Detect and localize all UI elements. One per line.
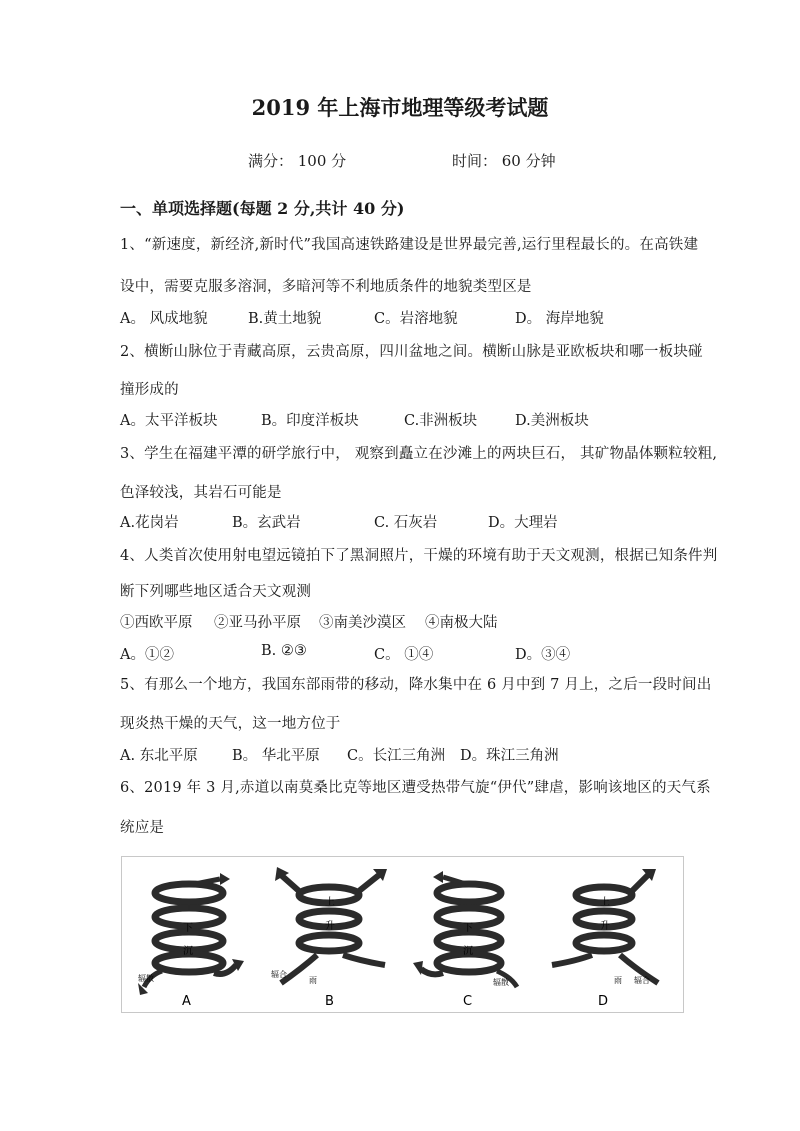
q5-option-c: C。长江三角洲 xyxy=(347,748,446,764)
q4-sub-3: ③南美沙漠区 xyxy=(319,615,406,631)
exam-time: 时间： 60 分钟 xyxy=(452,152,556,170)
section-heading: 一、单项选择题(每题 2 分,共计 40 分) xyxy=(120,199,405,218)
q3-option-b: B。玄武岩 xyxy=(232,515,301,531)
panel-a-word-1: 下 xyxy=(183,923,193,934)
q2-option-a: A。太平洋板块 xyxy=(120,413,218,429)
q2-option-b: B。印度洋板块 xyxy=(261,413,359,429)
q1-option-d: D。 海岸地貌 xyxy=(515,311,604,327)
q4-option-c: C。 ①④ xyxy=(374,647,434,663)
q4-sub-2: ②亚马孙平原 xyxy=(214,615,301,631)
cyclone-diagram-figure xyxy=(121,856,684,1013)
question-5-line-2: 现炎热干燥的天气，这一地方位于 xyxy=(120,716,341,732)
q4-option-d: D。③④ xyxy=(515,647,571,663)
panel-c-label-1: 辐散 xyxy=(493,978,509,987)
question-4-line-1: 4、人类首次使用射电望远镜拍下了黑洞照片，干燥的环境有助于天文观测，根据已知条件判 xyxy=(120,548,718,564)
question-3-line-2: 色泽较浅，其岩石可能是 xyxy=(120,485,282,501)
panel-b-label-1: 辐合 xyxy=(271,970,287,979)
q4-option-a: A。①② xyxy=(120,647,174,663)
q2-option-c: C.非洲板块 xyxy=(404,413,478,429)
panel-d-word-2: 升 xyxy=(600,921,610,932)
panel-a-descending-spiral xyxy=(134,865,264,1007)
question-5-line-1: 5、有那么一个地方，我国东部雨带的移动，降水集中在 6 月中到 7 月上，之后一段时间出 xyxy=(120,677,712,693)
panel-b-word-2: 升 xyxy=(325,921,335,932)
panel-d-label-2: 辐合 xyxy=(634,976,650,985)
panel-a-letter: A xyxy=(182,994,191,1007)
panel-b-ascending-spiral xyxy=(267,865,397,1007)
q4-option-b: B. ②③ xyxy=(261,643,307,659)
panel-d-label-1: 雨 xyxy=(614,976,622,985)
q5-option-b: B。 华北平原 xyxy=(232,748,320,764)
panel-d-word-1: 上 xyxy=(600,897,610,908)
question-6-line-2: 统应是 xyxy=(120,820,165,836)
q5-option-a: A. 东北平原 xyxy=(120,748,198,764)
q1-option-b: B.黄土地貌 xyxy=(248,311,322,327)
panel-b-label-2: 雨 xyxy=(309,976,317,985)
q5-option-d: D。珠江三角洲 xyxy=(460,748,559,764)
page-title: 2019 年上海市地理等级考试题 xyxy=(251,95,549,120)
panel-a-label-1: 辐散 xyxy=(138,974,154,983)
panel-c-letter: C xyxy=(463,994,473,1007)
q4-sub-1: ①西欧平原 xyxy=(120,615,193,631)
q3-option-c: C. 石灰岩 xyxy=(374,515,438,531)
panel-c-descending-spiral xyxy=(407,865,537,1007)
question-3-line-1: 3、学生在福建平潭的研学旅行中， 观察到矗立在沙滩上的两块巨石， 其矿物晶体颗粒较粗, xyxy=(120,446,718,462)
q1-option-c: C。岩溶地貌 xyxy=(374,311,458,327)
question-1-line-1: 1、“新速度，新经济,新时代”我国高速铁路建设是世界最完善,运行里程最长的。在高铁建 xyxy=(120,237,699,253)
full-score: 满分： 100 分 xyxy=(248,152,347,170)
q2-option-d: D.美洲板块 xyxy=(515,413,589,429)
q3-option-d: D。大理岩 xyxy=(488,515,558,531)
panel-a-word-2: 沉 xyxy=(183,946,193,957)
panel-b-letter: B xyxy=(325,994,334,1007)
panel-d-ascending-spiral xyxy=(542,865,672,1007)
panel-c-word-2: 沉 xyxy=(463,946,473,957)
question-2-line-1: 2、横断山脉位于青藏高原，云贵高原，四川盆地之间。横断山脉是亚欧板块和哪一板块碰 xyxy=(120,344,703,360)
question-4-line-2: 断下列哪些地区适合天文观测 xyxy=(120,584,312,600)
question-1-line-2: 设中，需要克服多溶洞，多暗河等不利地质条件的地貌类型区是 xyxy=(120,279,532,295)
q4-sub-4: ④南极大陆 xyxy=(425,615,498,631)
panel-c-word-1: 下 xyxy=(463,923,473,934)
question-2-line-2: 撞形成的 xyxy=(120,382,179,398)
panel-b-word-1: 上 xyxy=(325,897,335,908)
q3-option-a: A.花岗岩 xyxy=(120,515,179,531)
panel-d-letter: D xyxy=(598,994,609,1007)
question-6-line-1: 6、2019 年 3 月,赤道以南莫桑比克等地区遭受热带气旋“伊代”肆虐，影响该地区的天气系 xyxy=(120,780,711,796)
q1-option-a: A。 风成地貌 xyxy=(120,311,208,327)
